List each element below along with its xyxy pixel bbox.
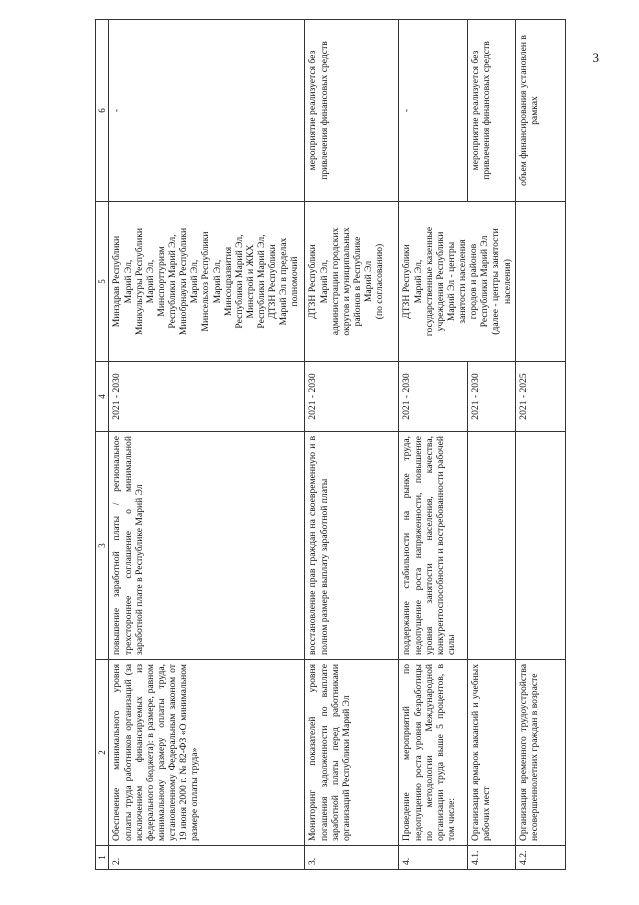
executors-cell <box>305 202 399 362</box>
measure-cell: Организация ярмарок вакансий и учебных рабочих мест <box>467 660 515 846</box>
measure-cell: Обеспечение минимального уровня оплаты труда работников организаций (за исключением финансируемых из федерального бюджета): в размере, равном минимальному размеру оплаты труда, установленному Федеральным законом от 19 июня 2000 г. № 82-ФЗ «О минимальном размере оплаты труда» <box>109 660 305 846</box>
executor-line: Республики Марий Эл <box>479 235 491 328</box>
period-cell: 2021 - 2030 <box>109 362 305 432</box>
executor-line: ДТЗН Республики <box>267 244 279 319</box>
period-cell: 2021 - 2025 <box>515 362 565 432</box>
executor-line: Марий Эл - центры <box>445 241 457 322</box>
executor-line: Республики Марий Эл, <box>233 234 245 329</box>
executor-line: Минздрав Республики <box>111 235 123 328</box>
executor-line: Минкультуры Республики <box>133 227 145 336</box>
row-number: 4. <box>399 846 468 870</box>
executor-line: Минспорттуризм <box>155 246 167 317</box>
period-cell: 2021 - 2030 <box>305 362 399 432</box>
finance-cell: мероприятие реализуется без привлечения финансовых средств <box>467 20 515 202</box>
executors-cell <box>109 202 305 362</box>
period-cell: 2021 - 2030 <box>399 362 468 432</box>
executor-line: районов в Республике <box>351 236 363 327</box>
header-cell: 6 <box>96 20 109 202</box>
result-cell <box>515 432 565 660</box>
executor-line: администрации городских <box>329 227 341 336</box>
header-cell: 3 <box>96 432 109 660</box>
executor-line: Марий Эл в пределах <box>278 237 290 326</box>
row-number: 3. <box>305 846 399 870</box>
header-cell: 5 <box>96 202 109 362</box>
executor-line: (далее - центры занятости <box>490 228 502 335</box>
executor-line: учреждения Республики <box>434 231 446 332</box>
table-row <box>467 20 515 870</box>
executor-line: Марий Эл, <box>318 259 330 304</box>
measure-cell: Организация временного трудоустройства несовершеннолетних граждан в возрасте <box>515 660 565 846</box>
table-row <box>399 20 468 870</box>
executor-line: Республики Марий Эл, <box>256 234 268 329</box>
executor-line: городов и районов <box>468 243 480 320</box>
result-cell: поддержание стабильности на рынке труда, недопущение роста напряженности, повышение уровня занятости населения, качества, конкурентоспособности и востребованности рабочей силы <box>399 432 468 660</box>
executor-line: Республики Марий Эл, <box>167 234 179 329</box>
finance-cell: - <box>109 20 305 202</box>
header-cell: 4 <box>96 362 109 432</box>
table-row <box>109 20 305 870</box>
row-number: 4.1. <box>467 846 515 870</box>
rotated-table-container <box>95 20 620 870</box>
result-cell <box>467 432 515 660</box>
page-number: 3 <box>592 50 599 65</box>
measures-table <box>95 19 566 870</box>
table-row <box>515 20 565 870</box>
period-cell: 2021 - 2030 <box>467 362 515 432</box>
executor-line: (по согласованию) <box>374 243 386 320</box>
executor-line: Марий Эл, <box>211 259 223 304</box>
finance-cell: объем финансирования установлен в рамках <box>515 20 565 202</box>
executors-cell <box>399 202 515 362</box>
executor-line: Марий Эл, <box>412 259 424 304</box>
row-number: 2. <box>109 846 305 870</box>
header-cell: 2 <box>96 660 109 846</box>
executor-line: Марий Эл, <box>189 259 201 304</box>
executor-line: занятости населения <box>457 239 469 324</box>
measure-cell: Мониторинг показателей уровня погашения задолженности по выплате заработной платы перед работниками организаций Республики Марий Эл <box>305 660 399 846</box>
executors-cell <box>515 202 565 362</box>
executor-line: Марий Эл <box>363 260 375 303</box>
row-number: 4.2. <box>515 846 565 870</box>
executor-line: Минобрнауки Республики <box>178 227 190 336</box>
executor-line: Минсоцразвития <box>222 246 234 317</box>
executor-line: округов и муниципальных <box>340 227 352 336</box>
executor-line: ДТЗН Республики <box>307 244 319 319</box>
table-row <box>305 20 399 870</box>
executor-line: государственные казенные <box>423 226 435 337</box>
executor-line: полномочий <box>289 256 301 307</box>
executor-line: Минсельхоз Республики <box>200 231 212 332</box>
executor-line: населения) <box>501 259 513 304</box>
result-cell: повышение заработной платы / региональное трехстороннее соглашение о минимальной заработной плате в Республике Марий Эл <box>109 432 305 660</box>
result-cell: восстановление прав граждан на своевременную и в полном размере выплату заработной платы <box>305 432 399 660</box>
finance-cell: мероприятие реализуется без привлечения финансовых средств <box>305 20 399 202</box>
finance-cell: - <box>399 20 468 202</box>
executor-line: Минстрой и ЖКХ <box>244 244 256 319</box>
measure-cell: Проведение мероприятий по недопущению роста уровня безработицы по методологии Международной организации труда выше 5 процентов, в том числе: <box>399 660 468 846</box>
header-row <box>96 20 109 870</box>
header-cell: 1 <box>96 846 109 870</box>
executor-line: Марий Эл, <box>144 259 156 304</box>
executor-line: Марий Эл, <box>122 259 134 304</box>
executor-line: ДТЗН Республики <box>401 244 413 319</box>
